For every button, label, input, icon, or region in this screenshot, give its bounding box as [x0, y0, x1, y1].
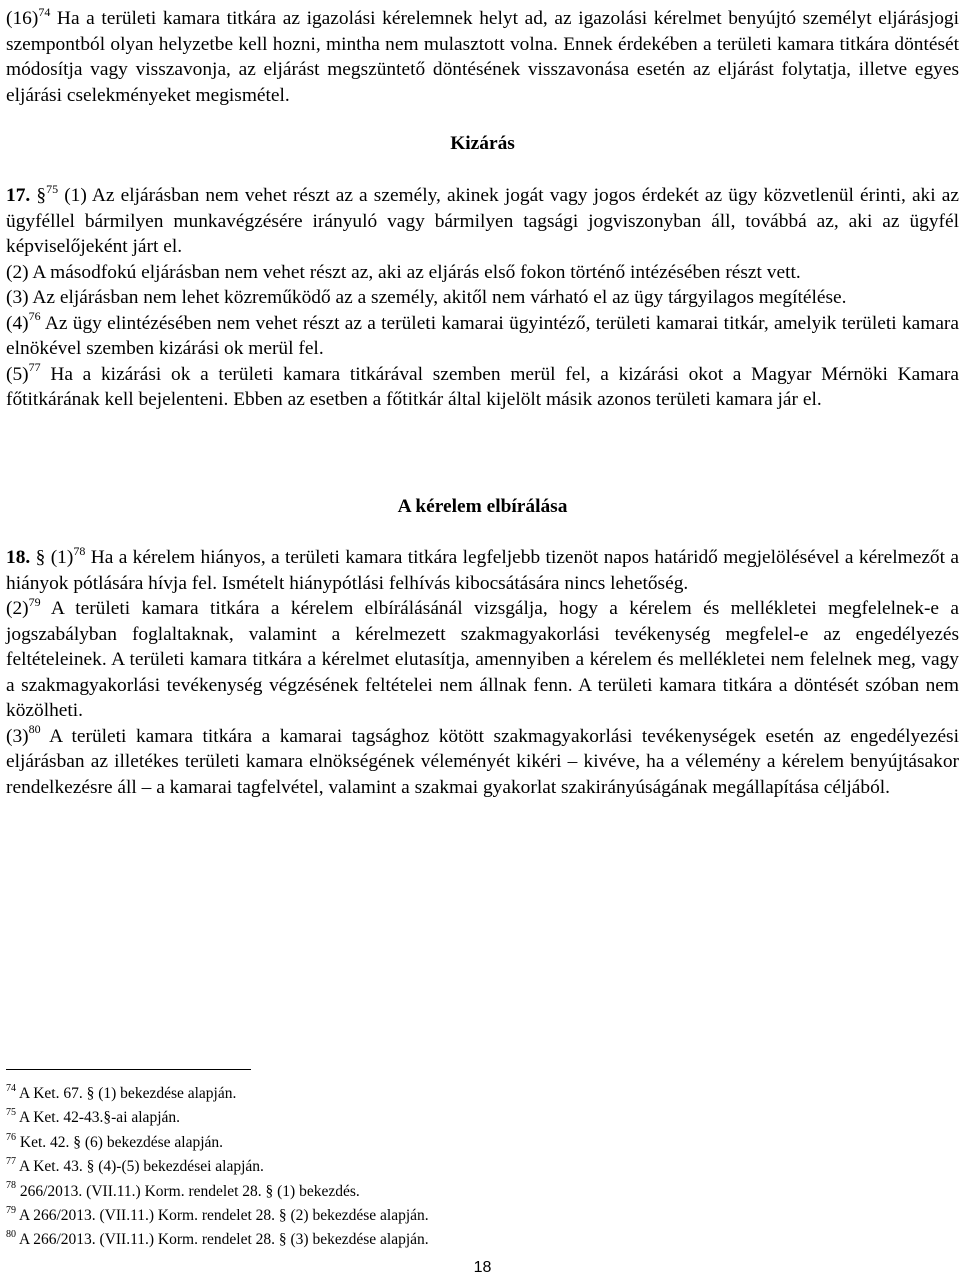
footnote-number: 74: [6, 1082, 16, 1094]
section-18-para-1: [6, 545, 959, 596]
paragraph-body: A területi kamara titkára a kérelem elbírálásánál vizsgálja, hogy a kérelem és mellékletei megfelelnek-e a jogszabályban foglaltaknak, valamint a kérelmezett szakmagyakorlási tevékenység megfelel-e az engedélyezés feltételeinek. A területi kamara titkára a kérelmet elutasítja, amennyiben a kérelem és mellékletei nem felelnek meg, vagy a szakmagyakorlási tevékenység végzésének feltételei nem állnak fenn. A területi kamara titkára a döntését szóban nem közölheti.: [6, 598, 959, 721]
footnote-text: A Ket. 42-43.§-ai alapján.: [16, 1109, 180, 1127]
footnotes: [6, 1082, 706, 1253]
paragraph-body: Ha a kizárási ok a területi kamara titkárával szemben merül fel, a kizárási okot a Magyar Mérnöki Kamara főtitkárának kell bejelenteni. Ebben az esetben a főtitkár által kijelölt másik azonos területi kamara jár el.: [6, 363, 959, 410]
paragraph-16: [6, 6, 959, 108]
paragraph-body: Ha a területi kamara titkára az igazolási kérelemnek helyt ad, az igazolási kérelmet benyújtó személyt eljárásjogi szempontból olyan helyzetbe kell hozni, mintha nem mulasztott volna. Ennek érdekében a területi kamara titkára döntését módosítja vagy visszavonja, az eljárást megszüntető döntésének visszavonása esetén az eljárást folytatja, illetve egyes eljárási cselekményeket megismétel.: [6, 8, 959, 106]
paragraph-body: A területi kamara titkára a kamarai tagsághoz kötött szakmagyakorlási tevékenységek esetén az engedélyezési eljárásban az illetékes területi kamara elnökségének véleményét kikéri – kivéve, ha a vélemény a kérelem benyújtásakor rendelkezésre áll – a kamarai tagfelvétel, valamint a szakmai gyakorlat szakirányúságának megállapítása céljából.: [6, 725, 959, 798]
footnote-ref-77[interactable]: 77: [28, 360, 41, 375]
paragraph-body: Ha a kérelem hiányos, a területi kamara titkára legfeljebb tizenöt napos határidő megjelölésével a kérelmezőt a hiányok pótlására hívja fel. Ismételt hiánypótlási felhívás kibocsátására nincs lehetőség.: [6, 547, 959, 594]
section-sign: §: [30, 547, 46, 568]
footnote-number: 75: [6, 1107, 16, 1119]
page-number: 18: [473, 1259, 492, 1276]
footnote-text: A 266/2013. (VII.11.) Korm. rendelet 28. § (2) bekezdése alapján.: [16, 1207, 429, 1225]
section-sign: §: [30, 185, 47, 206]
footnote-number: 78: [6, 1180, 16, 1192]
footnote-text: 266/2013. (VII.11.) Korm. rendelet 28. § (1) bekezdés.: [16, 1182, 360, 1200]
section-18-para-2: [6, 596, 959, 724]
paragraph-number: (1): [45, 547, 74, 568]
footnote-text: Ket. 42. § (6) bekezdése alapján.: [16, 1133, 224, 1151]
footnote-ref-79[interactable]: 79: [28, 594, 41, 609]
paragraph-number: (2): [6, 598, 29, 619]
footnote-separator: [6, 1069, 251, 1070]
section-number: 18.: [6, 547, 31, 568]
footnote-text: A Ket. 67. § (1) bekezdése alapján.: [16, 1085, 237, 1102]
footnote-ref-78[interactable]: 78: [73, 543, 86, 558]
footnote-ref-80[interactable]: 80: [28, 722, 41, 737]
footnote-78: [6, 1180, 706, 1204]
footnote-80: [6, 1228, 706, 1252]
footnote-74: [6, 1082, 706, 1106]
section-heading-kerelem: A kérelem elbírálása: [397, 496, 568, 517]
paragraph-number: (5): [6, 363, 29, 385]
paragraph-16-text: [6, 6, 959, 108]
paragraph-number: (16): [6, 8, 39, 29]
section-17-para-4: [6, 311, 959, 362]
footnote-79: [6, 1204, 706, 1228]
footnote-ref-74[interactable]: 74: [38, 4, 51, 19]
section-17-para-3: (3) Az eljárásban nem lehet közreműködő az a személy, akitől nem várható el az ügy tárgyilagos megítélése.: [6, 287, 847, 308]
footnote-76: [6, 1131, 706, 1155]
footnote-number: 77: [6, 1156, 16, 1168]
section-17-para-1: [6, 183, 959, 260]
section-number: 17.: [6, 185, 31, 206]
footnote-75: [6, 1106, 706, 1130]
section-18-para-3: [6, 724, 959, 801]
section-17: [6, 183, 959, 413]
section-17-para-2: (2) A másodfokú eljárásban nem vehet részt az, aki az eljárás első fokon történő intézésében részt vett.: [6, 261, 801, 283]
section-18: [6, 545, 959, 800]
paragraph-body: Az ügy elintézésében nem vehet részt az a területi kamarai ügyintéző, területi kamarai titkár, amelyik területi kamara elnökével szemben kizárási ok merül fel.: [6, 312, 959, 359]
footnote-ref-76[interactable]: 76: [28, 309, 41, 324]
footnote-ref-75[interactable]: 75: [46, 181, 59, 196]
footnote-text: A Ket. 43. § (4)-(5) bekezdései alapján.: [16, 1158, 264, 1176]
section-heading-kizaras: Kizárás: [450, 133, 515, 154]
paragraph-number: (3): [6, 725, 29, 747]
document-page: [6, 0, 959, 1280]
footnote-number: 79: [6, 1204, 16, 1216]
footnote-77: [6, 1155, 706, 1179]
paragraph-body: (1) Az eljárásban nem vehet részt az a személy, akinek jogát vagy jogos érdekét az ügy közvetlenül érinti, aki az ügyféllel bármilyen munkavégzésére irányuló vagy bármilyen tagsági jogviszonyban áll, továbbá az, aki az ügyfél képviselőjeként járt el.: [6, 185, 959, 257]
footnote-number: 80: [6, 1229, 16, 1241]
footnote-text: A 266/2013. (VII.11.) Korm. rendelet 28. § (3) bekezdése alapján.: [16, 1231, 429, 1249]
paragraph-number: (4): [6, 312, 29, 334]
section-17-para-5: [6, 362, 959, 413]
footnote-number: 76: [6, 1131, 16, 1143]
